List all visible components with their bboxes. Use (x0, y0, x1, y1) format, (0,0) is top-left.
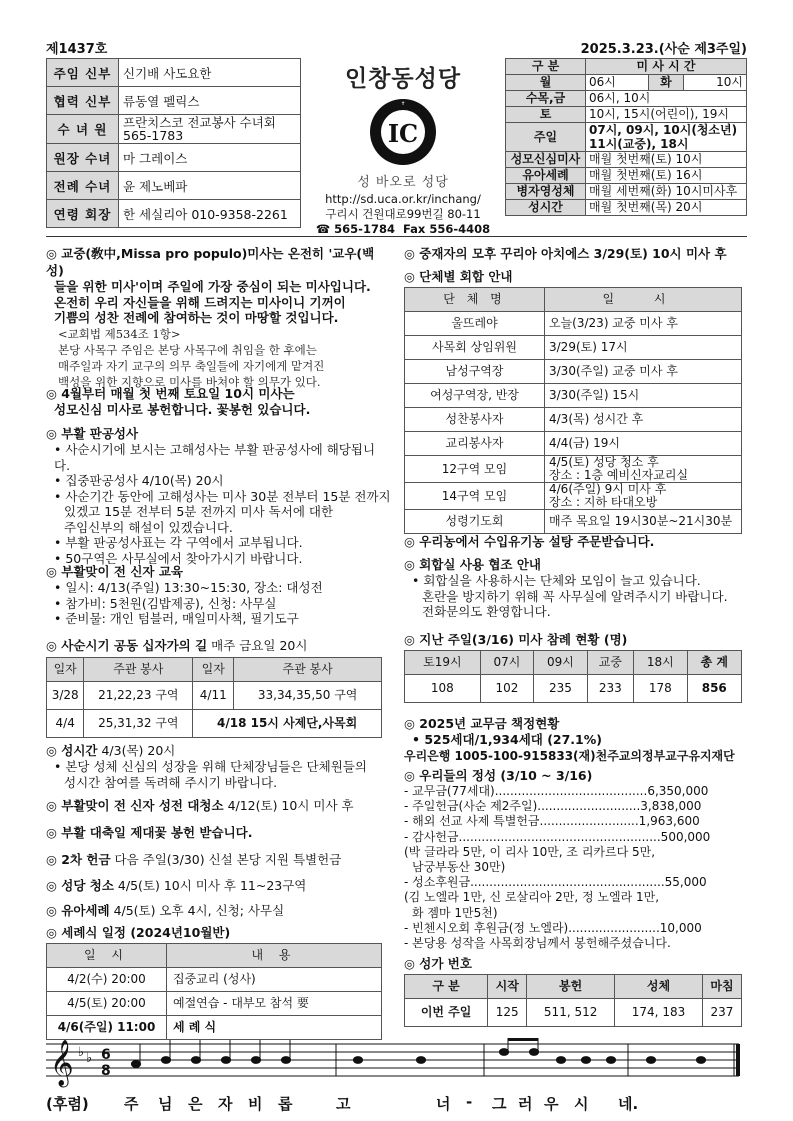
mass-schedule-table: 구 분 미 사 시 간 월 06시 화 10시 수목,금 06시, 10시 토 10시, 15시(어린이), 19시 주일 07시, 09시, 10시(청소년) 11시(교중), 18시 성모신심미사 매월 첫번째(토) 10시 유아세례 매월 첫번째(토) 16시 병자영성체 매월 세번째(화) 10시미사후 성시간 매월 첫번째(목) 20시 (505, 58, 747, 216)
notice-infant-baptism: ◎ 유아세례 4/5(토) 오후 4시, 신청; 사무실 (46, 903, 285, 918)
church-url[interactable]: http://sd.uca.or.kr/inchang/ (325, 192, 481, 206)
music-notation (46, 1038, 747, 1088)
church-address: 구리시 건원대로99번길 80-11 (325, 207, 481, 221)
issue-date: 2025.3.23.(사순 제3주일) (580, 42, 747, 57)
staff-table: 주임 신부 신기배 사도요한 협력 신부 류동열 펠릭스 수 녀 원 프란치스코 전교봉사 수녀회 565-1783 원장 수녀 마 그레이스 전례 수녀 윤 제노베파 연령 회장 한 세실리아 010-9358-2261 (46, 58, 301, 228)
attendance-table: 토19시 07시 09시 교중 18시 총 계 108 102 235 233 178 856 (404, 650, 742, 703)
notice-altar-flowers: ◎ 부활 대축일 제대꽃 봉헌 받습니다. (46, 825, 253, 840)
hymn-table: 구 분 시작 봉헌 성체 마침 이번 주일 125 511, 512 174, 183 237 (404, 974, 742, 1027)
notice-education: ◎ 부활맞이 전 신자 교육 • 일시: 4/13(주일) 13:30~15:30, 장소: 대성전 • 참가비: 5천원(김밥제공), 신청: 사무실 • 준비물: 개인 텀블러, 매일미사책, 필기도구 (46, 564, 323, 626)
notice-tithe-status: ◎ 2025년 교무금 책정현황 • 525세대/1,934세대 (27.1%) 우리은행 1005-100-915833(재)천주교의정부교구유지재단 (404, 716, 735, 763)
svg-text:♭: ♭ (86, 1051, 93, 1066)
notice-holy-hour: ◎ 성시간 4/3(목) 20시 • 본당 성체 신심의 성장을 위해 단체장님들은 단체원들의 성시간 참여를 독려해 주시기 바랍니다. (46, 743, 367, 790)
notice-church-cleaning: ◎ 성당 청소 4/5(토) 10시 미사 후 11~23구역 (46, 878, 307, 893)
notice-hymn-numbers: ◎ 성가 번호 구 분 시작 봉헌 성체 마침 이번 주일 125 511, 512 174, 183 237 (404, 955, 746, 1027)
notice-confession: ◎ 부활 판공성사 • 사순시기에 보시는 고해성사는 부활 판공성사에 해당됩니다. • 집중판공성사 4/10(목) 20시 • 사순기간 동안에 고해성사는 미사 30분 전부터 15분 전까지 있겠고 15분 전부터 5분 전까지 미사 독서에 대한 주임신부의 해설이 있겠습니다. • 부활 판공성사표는 각 구역에서 교부됩니다. • 50구역은 사무실에서 찾아가시기 바랍니다. (46, 426, 391, 566)
svg-text:8: 8 (101, 1063, 111, 1079)
baptism-table: 일 시 내 용 4/2(수) 20:00 집중교리 (성사) 4/5(토) 20:00 예절연습 - 대부모 참석 要 4/6(주일) 11:00 세 례 식 (46, 943, 382, 1040)
notice-missa-pro-populo: ◎ 교중(敎中,Missa pro populo)미사는 온전히 '교우(백성) 들을 위한 미사'이며 주일에 가장 중심이 되는 미사입니다. 온전히 우리 자신들을 위해 드려지는 미사이니 기꺼이 기쁨의 성찬 전례에 참여하는 것이 마땅할 것입니다. <교회법 제534조 1항> 본당 사목구 주임은 본당 사목구에 취임을 한 후에는 매주일과 자기 교구의 의무 축일들에 자기에게 맡겨진 백성을 위한 지향으로 미사를 바쳐야 할 의무가 있다. (46, 246, 375, 389)
svg-text:♭: ♭ (78, 1045, 85, 1060)
svg-text:✝: ✝ (400, 101, 406, 107)
notice-offerings: ◎ 우리들의 정성 (3/10 ~ 3/16) - 교무금(77세대)........................................6,350,000 - 주일헌금(사순 제2주일)...........................3,838,000 - 해외 선교 사제 특별헌금..........................1,963,600 - 감사헌금.....................................................500,000 (박 글라라 5만, 이 리사 10만, 조 리카르다 5만, 남궁부동산 30만) - 성소후원금...................................................55,000 (김 노엘라 1만, 신 로살리아 2만, 정 노엘라 1만, 화 젬마 1만5천) - 빈첸시오회 후원금(정 노엘라)........................10,000 - 본당용 성작을 사목회장님께서 봉헌해주셨습니다. (404, 768, 711, 951)
church-phone: ☎ 565-1784 (315, 222, 395, 236)
notice-cleaning: ◎ 부활맞이 전 신자 성전 대청소 4/12(토) 10시 미사 후 (46, 798, 354, 813)
notice-curia: ◎ 중재자의 모후 꾸리아 아치에스 3/29(토) 10시 미사 후 (404, 246, 727, 261)
svg-text:𝄞: 𝄞 (50, 1040, 74, 1086)
notice-stations-of-cross: ◎ 사순시기 공동 십자가의 길 매주 금요일 20시 일자 주관 봉사 일자 주관 봉사 3/28 21,22,23 구역 4/11 33,34,35,50 구역 4/4 25,31,32 구역 4/18 15시 사제단,사목회 (46, 637, 391, 738)
svg-text:6: 6 (101, 1047, 111, 1063)
meetings-table: 단 체 명 일 시 울뜨레야 오늘(3/23) 교중 미사 후 사목회 상임위원 3/29(토) 17시 남성구역장 3/30(주일) 교중 미사 후 여성구역장, 반장 3/30(주일) 15시 성찬봉사자 4/3(목) 성시간 후 교리봉사자 4/4(금) 19시 12구역 모임 4/5(토) 성당 청소 후 장소 : 1층 예비신자교리실 14구역 모임 4/6(주일) 9시 미사 후 장소 : 지하 타대오방 성령기도회 매주 목요일 19시30분~21시30분 (404, 287, 742, 534)
notice-second-collection: ◎ 2차 헌금 다음 주일(3/30) 신설 본당 지원 특별헌금 (46, 852, 342, 867)
notice-group-meetings: ◎ 단체별 회합 안내 단 체 명 일 시 울뜨레야 오늘(3/23) 교중 미사 후 사목회 상임위원 3/29(토) 17시 남성구역장 3/30(주일) 교중 미사 후 여성구역장, 반장 3/30(주일) 15시 성찬봉사자 4/3(목) 성시간 후 교리봉사자 4/4(금) 19시 12구역 모임 4/5(토) 성당 청소 후 장소 : 1층 예비신자교리실 14구역 모임 4/6(주일) 9시 미사 후 장소 : 지하 타대오방 성령기도회 매주 목요일 19시30분~21시30분 (404, 268, 746, 534)
svg-text:IC: IC (387, 119, 419, 148)
notice-sugar-order: ◎ 우리농에서 수입유기농 설탕 주문받습니다. (404, 534, 655, 549)
church-info (305, 60, 501, 236)
church-name: 인창동성당 (344, 66, 462, 92)
church-logo (368, 97, 438, 167)
notice-meeting-room: ◎ 회합실 사용 협조 안내 • 회합실을 사용하시는 단체와 모임이 늘고 있습니다. 혼란을 방지하기 위해 꼭 사무실에 알려주시기 바랍니다. 전화문의도 환영합니다. (404, 557, 728, 619)
church-fax: Fax 556-4408 (402, 222, 491, 236)
header-divider (46, 236, 747, 237)
music-staff (46, 1038, 747, 1116)
notice-marian-mass: ◎ 4월부터 매월 첫 번째 토요일 10시 미사는 성모신심 미사로 봉헌합니다. 꽃봉헌 있습니다. (46, 386, 311, 417)
church-patron: 성 바오로 성당 (357, 175, 449, 190)
notice-attendance: ◎ 지난 주일(3/16) 미사 참례 현황 (명) 토19시 07시 09시 교중 18시 총 계 108 102 235 233 178 856 (404, 631, 746, 703)
stations-table: 일자 주관 봉사 일자 주관 봉사 3/28 21,22,23 구역 4/11 33,34,35,50 구역 4/4 25,31,32 구역 4/18 15시 사제단,사목회 (46, 657, 382, 738)
issue-number: 제1437호 (46, 42, 108, 57)
notice-baptism-schedule: ◎ 세례식 일정 (2024년10월반) 일 시 내 용 4/2(수) 20:00 집중교리 (성사) 4/5(토) 20:00 예절연습 - 대부모 참석 要 4/6(주일) 11:00 세 례 식 (46, 924, 391, 1040)
lyrics: (후렴) 주 님 은 자 비 롭 고 너 - 그 러 우 시 네. (46, 1093, 639, 1113)
